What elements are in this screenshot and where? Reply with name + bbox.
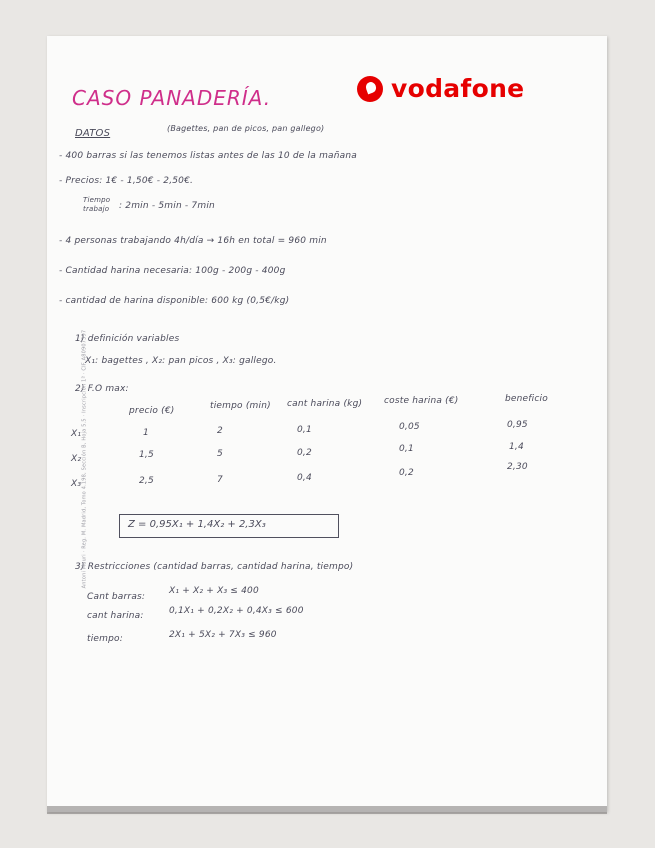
section2-title: 2) F.O max:	[75, 384, 129, 394]
cell-x3-precio: 2,5	[139, 476, 154, 486]
cell-x1-precio: 1	[143, 428, 149, 438]
vodafone-logo	[357, 74, 524, 103]
cell-x2-coste: 0,1	[399, 444, 414, 454]
constraint-expr-barras: X₁ + X₂ + X₃ ≤ 400	[169, 586, 259, 596]
section1-vars: X₁: bagettes , X₂: pan picos , X₃: gallego.	[85, 356, 277, 366]
cell-x3-harina: 0,4	[297, 473, 312, 483]
datos-item-5: - Cantidad harina necesaria: 100g - 200g - 400g	[59, 266, 286, 276]
cell-x1-beneficio: 0,95	[507, 420, 528, 430]
printer-watermark: Antoni Mauri · Reg. M. Madrid, Tomo 4.198, Sección B, Hoja 5.5 · Inscripción 1ª · CIF A80907397	[81, 329, 88, 589]
cell-x3-coste: 0,2	[399, 468, 414, 478]
section3-title: 3) Restricciones (cantidad barras, cantidad harina, tiempo)	[75, 562, 354, 572]
constraint-label-barras: Cant barras:	[87, 592, 146, 602]
datos-item-3: : 2min - 5min - 7min	[119, 201, 215, 211]
cell-x1-tiempo: 2	[217, 426, 223, 436]
objective-function-box	[119, 514, 339, 538]
objective-function: Z = 0,95X₁ + 1,4X₂ + 2,3X₃	[128, 519, 266, 530]
datos-note: (Bagettes, pan de picos, pan gallego)	[167, 124, 325, 133]
cell-x2-beneficio: 1,4	[509, 442, 524, 452]
cell-x3-beneficio: 2,30	[507, 462, 528, 472]
page-edge-shadow	[47, 806, 607, 814]
cell-x3-tiempo: 7	[217, 475, 223, 485]
cell-x2-precio: 1,5	[139, 450, 154, 460]
page-title: CASO PANADERÍA.	[72, 86, 272, 110]
col-header-precio: precio (€)	[129, 406, 175, 416]
section1-title: 1) definición variables	[75, 334, 180, 344]
row-var-x3: X₃	[71, 479, 82, 489]
notebook-page	[47, 36, 607, 812]
col-header-cant-harina: cant harina (kg)	[287, 399, 363, 409]
tiempo-label: Tiempo trabajo	[83, 196, 111, 213]
cell-x2-harina: 0,2	[297, 448, 312, 458]
constraint-expr-harina: 0,1X₁ + 0,2X₂ + 0,4X₃ ≤ 600	[169, 606, 304, 616]
constraint-label-tiempo: tiempo:	[87, 634, 123, 644]
vodafone-logo-icon	[357, 76, 383, 102]
datos-item-1: - 400 barras si las tenemos listas antes de las 10 de la mañana	[59, 151, 358, 161]
col-header-tiempo: tiempo (min)	[210, 401, 271, 411]
constraint-expr-tiempo: 2X₁ + 5X₂ + 7X₃ ≤ 960	[169, 630, 277, 640]
datos-item-4: - 4 personas trabajando 4h/día → 16h en total = 960 min	[59, 236, 327, 246]
datos-item-2: - Precios: 1€ - 1,50€ - 2,50€.	[59, 176, 194, 186]
row-var-x2: X₂	[71, 454, 82, 464]
row-var-x1: X₁	[71, 429, 82, 439]
datos-item-6: - cantidad de harina disponible: 600 kg (0,5€/kg)	[59, 296, 290, 306]
cell-x1-coste: 0,05	[399, 422, 420, 432]
datos-label: DATOS	[75, 128, 111, 139]
brand-name: vodafone	[391, 74, 525, 103]
cell-x2-tiempo: 5	[217, 449, 223, 459]
col-header-coste-harina: coste harina (€)	[384, 396, 459, 406]
constraint-label-harina: cant harina:	[87, 611, 144, 621]
cell-x1-harina: 0,1	[297, 425, 312, 435]
col-header-beneficio: beneficio	[505, 394, 548, 404]
